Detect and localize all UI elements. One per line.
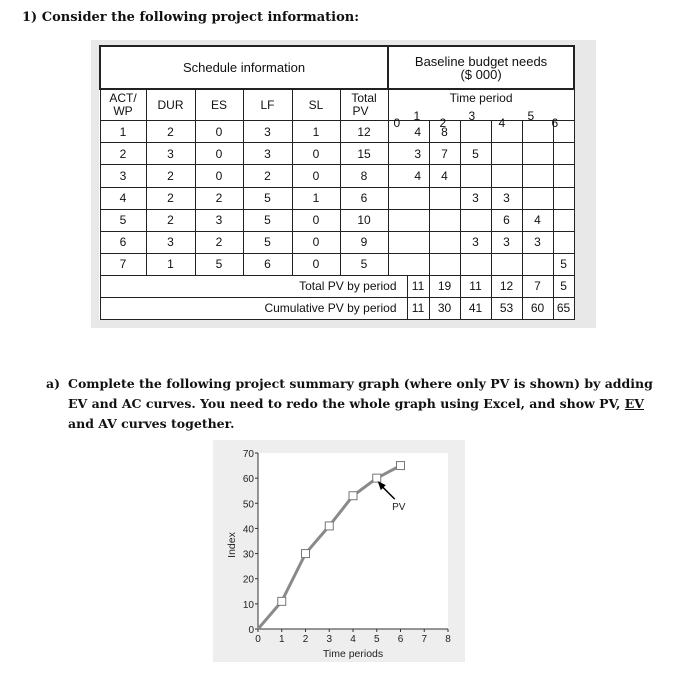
- pv-data-point: [325, 522, 333, 530]
- period-value-cell: 5: [553, 253, 574, 275]
- total-pv-row-cell: 5: [340, 253, 388, 275]
- es-cell: 5: [195, 253, 243, 275]
- pv-data-point: [278, 597, 286, 605]
- period-value-cell: 3: [491, 231, 522, 253]
- period-value-cell: [491, 121, 522, 143]
- period-value-cell: [429, 253, 460, 275]
- table-row: [100, 165, 574, 187]
- total-pv-cell: 11: [407, 275, 429, 297]
- plot-area: [258, 453, 448, 629]
- lf-cell: 3: [243, 121, 292, 143]
- es-cell: 3: [195, 209, 243, 231]
- period-value-cell: [460, 121, 491, 143]
- period-value-cell: [460, 165, 491, 187]
- x-tick-label: 1: [278, 634, 285, 645]
- sl-cell: 0: [292, 231, 340, 253]
- period-value-cell: 5: [460, 143, 491, 165]
- col-lf-header: LF: [243, 89, 292, 121]
- period-value-cell: [553, 143, 574, 165]
- period-spacer-cell: [388, 165, 407, 187]
- period-value-cell: [553, 209, 574, 231]
- period-spacer-cell: [388, 253, 407, 275]
- period-value-cell: [522, 143, 553, 165]
- x-tick-label: 7: [421, 634, 428, 645]
- period-spacer-cell: [388, 231, 407, 253]
- col-act-line2: WP: [113, 104, 133, 119]
- x-axis-label: Time periods: [322, 648, 384, 660]
- period-value-cell: [522, 121, 553, 143]
- question-a-text-part1: Complete the following project summary graph (where only PV is shown) by adding EV and AC curves. You need to redo the whole graph using Excel, and show PV,: [68, 376, 653, 411]
- period-number: 1: [413, 109, 421, 124]
- period-number: 5: [527, 109, 535, 124]
- cum-pv-cell: 60: [522, 297, 553, 319]
- y-tick-label: 40: [242, 524, 254, 536]
- act-cell: 3: [100, 165, 146, 187]
- dur-cell: 3: [146, 143, 195, 165]
- budget-header-line1: Baseline budget needs: [414, 53, 548, 69]
- table-row: [100, 231, 574, 253]
- es-cell: 2: [195, 231, 243, 253]
- period-value-cell: [491, 143, 522, 165]
- period-number: 6: [551, 116, 559, 131]
- period-spacer-cell: [388, 187, 407, 209]
- y-axis-label: Index: [226, 532, 238, 558]
- total-pv-cell: 19: [429, 275, 460, 297]
- total-pv-cell: 5: [553, 275, 574, 297]
- x-tick-label: 3: [326, 634, 333, 645]
- act-cell: 6: [100, 231, 146, 253]
- period-spacer-cell: [388, 143, 407, 165]
- pv-data-point: [302, 550, 310, 558]
- period-value-cell: 8: [429, 121, 460, 143]
- total-pv-cell: 11: [460, 275, 491, 297]
- total-pv-cell: 12: [491, 275, 522, 297]
- question-a: [46, 374, 666, 434]
- act-cell: 7: [100, 253, 146, 275]
- cum-pv-cell: 65: [553, 297, 574, 319]
- total-pv-row-cell: 9: [340, 231, 388, 253]
- x-tick-label: 4: [350, 634, 356, 645]
- period-value-cell: 3: [460, 231, 491, 253]
- period-value-cell: 7: [429, 143, 460, 165]
- sl-cell: 0: [292, 143, 340, 165]
- dur-cell: 2: [146, 121, 195, 143]
- pv-data-point: [373, 474, 381, 482]
- period-value-cell: [553, 187, 574, 209]
- y-tick-label: 10: [242, 599, 254, 611]
- period-numbers: [389, 105, 574, 131]
- lf-cell: 5: [243, 209, 292, 231]
- cum-pv-cell: 30: [429, 297, 460, 319]
- dur-cell: 3: [146, 231, 195, 253]
- period-value-cell: [460, 253, 491, 275]
- period-value-cell: [429, 231, 460, 253]
- period-value-cell: 4: [522, 209, 553, 231]
- col-es-header: ES: [195, 89, 243, 121]
- total-pv-row-cell: 12: [340, 121, 388, 143]
- table-row: [100, 187, 574, 209]
- pv-data-point: [397, 462, 405, 470]
- period-value-cell: 4: [407, 121, 429, 143]
- col-act-line1: ACT/: [109, 91, 137, 106]
- question-a-label: a): [46, 376, 61, 391]
- lf-cell: 5: [243, 187, 292, 209]
- y-tick-label: 70: [242, 449, 254, 460]
- col-total-line1: Total: [351, 91, 377, 106]
- es-cell: 2: [195, 187, 243, 209]
- y-tick-label: 50: [242, 499, 254, 511]
- y-tick-label: 60: [242, 474, 254, 486]
- sl-cell: 0: [292, 209, 340, 231]
- sl-cell: 0: [292, 165, 340, 187]
- dur-cell: 2: [146, 187, 195, 209]
- period-value-cell: [429, 187, 460, 209]
- period-value-cell: [522, 187, 553, 209]
- period-value-cell: [407, 209, 429, 231]
- period-value-cell: 4: [429, 165, 460, 187]
- pv-annotation-label: PV: [392, 502, 406, 514]
- es-cell: 0: [195, 143, 243, 165]
- dur-cell: 2: [146, 165, 195, 187]
- period-value-cell: [491, 165, 522, 187]
- question-1-heading: 1) Consider the following project information:: [22, 10, 360, 25]
- period-number: 0: [393, 116, 401, 131]
- schedule-budget-table: [99, 45, 575, 320]
- col-sl-header: SL: [292, 89, 340, 121]
- es-cell: 0: [195, 121, 243, 143]
- period-value-cell: [407, 187, 429, 209]
- period-value-cell: [407, 253, 429, 275]
- period-number: 4: [498, 116, 506, 131]
- period-value-cell: 3: [522, 231, 553, 253]
- act-cell: 4: [100, 187, 146, 209]
- total-pv-row-cell: 15: [340, 143, 388, 165]
- period-value-cell: 6: [491, 209, 522, 231]
- lf-cell: 5: [243, 231, 292, 253]
- table-row: [100, 253, 574, 275]
- period-value-cell: [553, 165, 574, 187]
- act-cell: 5: [100, 209, 146, 231]
- x-tick-label: 8: [445, 634, 451, 645]
- x-tick-label: 5: [373, 634, 380, 645]
- es-cell: 0: [195, 165, 243, 187]
- total-pv-row-cell: 6: [340, 187, 388, 209]
- period-value-cell: [491, 253, 522, 275]
- pv-data-point: [349, 492, 357, 500]
- cum-pv-cell: 41: [460, 297, 491, 319]
- total-pv-row-cell: 10: [340, 209, 388, 231]
- sl-cell: 1: [292, 121, 340, 143]
- lf-cell: 3: [243, 143, 292, 165]
- act-cell: 1: [100, 121, 146, 143]
- x-tick-label: 0: [255, 634, 261, 645]
- period-value-cell: [522, 253, 553, 275]
- period-value-cell: [460, 209, 491, 231]
- dur-cell: 1: [146, 253, 195, 275]
- total-pv-label: Total PV by period: [100, 275, 407, 297]
- question-a-ev: EV: [624, 396, 644, 411]
- table-body: [100, 121, 574, 276]
- budget-header-line2: ($ 000): [460, 66, 502, 82]
- question-a-text: [68, 374, 666, 434]
- col-dur-header: DUR: [146, 89, 195, 121]
- col-total-header: [340, 89, 388, 121]
- x-tick-label: 6: [397, 634, 404, 645]
- time-period-label: Time period: [449, 91, 513, 106]
- budget-needs-header: [388, 46, 574, 89]
- x-tick-label: 2: [302, 634, 309, 645]
- total-pv-row-cell: 8: [340, 165, 388, 187]
- dur-cell: 2: [146, 209, 195, 231]
- y-tick-label: 20: [242, 574, 254, 586]
- table-row: [100, 209, 574, 231]
- question-a-text-part2: and AV curves together.: [68, 416, 235, 431]
- lf-cell: 2: [243, 165, 292, 187]
- lf-cell: 6: [243, 253, 292, 275]
- period-value-cell: 3: [460, 187, 491, 209]
- sl-cell: 1: [292, 187, 340, 209]
- period-value-cell: 3: [407, 143, 429, 165]
- cum-pv-cell: 53: [491, 297, 522, 319]
- total-pv-cell: 7: [522, 275, 553, 297]
- period-number: 3: [468, 109, 476, 124]
- period-value-cell: [429, 209, 460, 231]
- period-value-cell: [553, 231, 574, 253]
- schedule-info-header: Schedule information: [100, 46, 388, 89]
- pv-summary-graph: [213, 440, 465, 662]
- table-row: [100, 143, 574, 165]
- time-period-header: [388, 89, 574, 131]
- period-value-cell: 4: [407, 165, 429, 187]
- period-value-cell: [407, 231, 429, 253]
- sl-cell: 0: [292, 253, 340, 275]
- col-total-line2: PV: [352, 104, 369, 119]
- period-value-cell: 3: [491, 187, 522, 209]
- y-tick-label: 0: [248, 625, 254, 636]
- cum-pv-label: Cumulative PV by period: [100, 297, 407, 319]
- period-number: 2: [439, 116, 447, 131]
- y-tick-label: 30: [242, 549, 254, 561]
- period-spacer-cell: [388, 209, 407, 231]
- period-value-cell: [522, 165, 553, 187]
- cum-pv-cell: 11: [407, 297, 429, 319]
- act-cell: 2: [100, 143, 146, 165]
- col-act-header: [100, 89, 146, 121]
